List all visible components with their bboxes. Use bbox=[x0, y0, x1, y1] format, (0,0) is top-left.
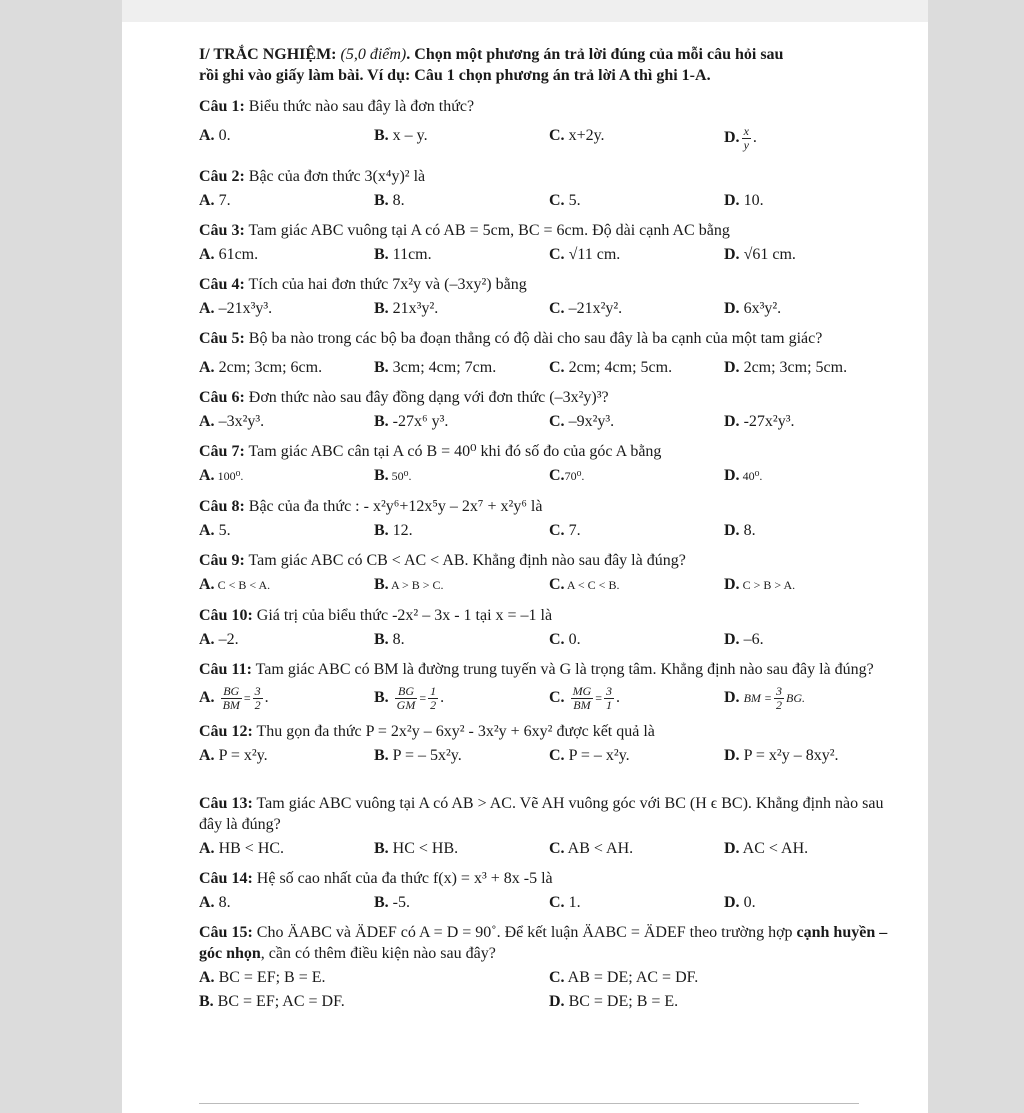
section-instructions bbox=[199, 44, 899, 86]
option-d: D. –6. bbox=[724, 631, 764, 648]
question-label: Câu 15: bbox=[199, 924, 253, 941]
option-c: C. 1. bbox=[549, 894, 581, 911]
question-4 bbox=[199, 274, 899, 319]
question-text: Tam giác ABC vuông tại A có AB = 5cm, BC = 6cm. Độ dài cạnh AC bằng bbox=[244, 222, 730, 239]
question-label: Câu 1: bbox=[199, 98, 245, 115]
question-text: Thu gọn đa thức P = 2x²y – 6xy² - 3x²y + 6xy² được kết quả là bbox=[252, 723, 655, 740]
question-text: Bộ ba nào trong các bộ ba đoạn thẳng có độ dài cho sau đây là ba cạnh của một tam giác? bbox=[244, 330, 823, 347]
option-d: D. BC = DE; B = E. bbox=[549, 993, 679, 1010]
question-13 bbox=[199, 793, 899, 859]
question-7 bbox=[199, 441, 899, 487]
document-page bbox=[122, 0, 928, 1113]
question-text: Tam giác ABC có CB < AC < AB. Khẳng định nào sau đây là đúng? bbox=[244, 552, 686, 569]
question-text: Tam giác ABC vuông tại A có AB > AC. Vẽ AH vuông góc với BC (H ϵ BC). Khẳng định nào sau đây là đúng? bbox=[199, 795, 884, 833]
question-text: Biểu thức nào sau đây là đơn thức? bbox=[244, 98, 475, 115]
question-text: Bậc của đơn thức 3(x⁴y)² là bbox=[244, 168, 426, 185]
question-label: Câu 2: bbox=[199, 168, 245, 185]
question-3 bbox=[199, 220, 899, 265]
question-emphasis: cạnh huyền – góc nhọn bbox=[199, 924, 888, 962]
option-c: C. √11 cm. bbox=[549, 246, 621, 263]
option-c: C. 7. bbox=[549, 522, 581, 539]
option-b: B. HC < HB. bbox=[374, 840, 459, 857]
option-c: C. –9x²y³. bbox=[549, 413, 615, 430]
question-text: Cho ÄABC và ÄDEF có A = D = 90˚. Để kết luận ÄABC = ÄDEF theo trường hợp bbox=[252, 924, 797, 941]
page-top-edge bbox=[122, 0, 928, 22]
question-label: Câu 7: bbox=[199, 443, 245, 460]
question-5 bbox=[199, 328, 899, 378]
option-a: A. P = x²y. bbox=[199, 747, 268, 764]
option-d: D. C > B > A. bbox=[724, 576, 796, 593]
option-a: A. –21x³y³. bbox=[199, 300, 273, 317]
question-label: Câu 4: bbox=[199, 276, 245, 293]
option-d: D. 8. bbox=[724, 522, 756, 539]
option-d: D. AC < AH. bbox=[724, 840, 809, 857]
option-c: C. AB < AH. bbox=[549, 840, 634, 857]
question-2 bbox=[199, 166, 899, 211]
section-title: I/ TRẮC NGHIỆM: bbox=[199, 46, 341, 63]
fraction-x-over-y: $\frac{x}{y}$ bbox=[743, 124, 749, 152]
question-14 bbox=[199, 868, 899, 913]
question-label: Câu 10: bbox=[199, 607, 253, 624]
option-c: C. P = – x²y. bbox=[549, 747, 630, 764]
option-b: B. P = – 5x²y. bbox=[374, 747, 462, 764]
spacer bbox=[199, 766, 899, 784]
question-text-tail: , cần có thêm điều kiện nào sau đây? bbox=[260, 945, 496, 962]
option-b: B. 21x³y². bbox=[374, 300, 439, 317]
option-a: A. 2cm; 3cm; 6cm. bbox=[199, 359, 323, 376]
option-c: C. A < C < B. bbox=[549, 576, 620, 593]
option-b: B. 3cm; 4cm; 7cm. bbox=[374, 359, 497, 376]
option-d: D. √61 cm. bbox=[724, 246, 796, 263]
option-a: A. HB < HC. bbox=[199, 840, 285, 857]
option-c: C. 2cm; 4cm; 5cm. bbox=[549, 359, 673, 376]
option-b: B. x – y. bbox=[374, 127, 428, 144]
question-label: Câu 11: bbox=[199, 661, 252, 678]
question-label: Câu 6: bbox=[199, 389, 245, 406]
option-d: D. BM = $\frac{3}{2}$ BG. bbox=[724, 684, 805, 712]
question-10 bbox=[199, 605, 899, 650]
question-9 bbox=[199, 550, 899, 596]
question-label: Câu 8: bbox=[199, 498, 245, 515]
option-c: C. –21x²y². bbox=[549, 300, 623, 317]
option-a: A. 8. bbox=[199, 894, 231, 911]
option-b: B. 11cm. bbox=[374, 246, 432, 263]
option-d: D. P = x²y – 8xy². bbox=[724, 747, 839, 764]
option-a: A. 5. bbox=[199, 522, 231, 539]
option-b: B. 8. bbox=[374, 192, 405, 209]
option-d: D. 10. bbox=[724, 192, 764, 209]
question-label: Câu 5: bbox=[199, 330, 245, 347]
instruction-text: . Chọn một phương án trả lời đúng của mỗi câu hỏi sau bbox=[406, 46, 784, 63]
option-b: B. 8. bbox=[374, 631, 405, 648]
question-label: Câu 3: bbox=[199, 222, 245, 239]
option-a: A. 61cm. bbox=[199, 246, 259, 263]
question-label: Câu 14: bbox=[199, 870, 253, 887]
option-b: B. BC = EF; AC = DF. bbox=[199, 993, 345, 1010]
option-a: A. $\frac{BG}{BM}$ = $\frac{3}{2}$ . bbox=[199, 684, 269, 712]
bottom-divider bbox=[199, 1103, 859, 1104]
question-label: Câu 9: bbox=[199, 552, 245, 569]
section-points: (5,0 điểm) bbox=[340, 46, 407, 63]
option-b: B. -27x⁶ y³. bbox=[374, 413, 449, 430]
option-a: A. C < B < A. bbox=[199, 576, 271, 593]
option-b: B. 12. bbox=[374, 522, 413, 539]
option-d: D. 40⁰. bbox=[724, 467, 763, 484]
question-12 bbox=[199, 721, 899, 766]
question-15 bbox=[199, 922, 899, 1012]
option-d: D. 2cm; 3cm; 5cm. bbox=[724, 359, 848, 376]
question-1 bbox=[199, 96, 899, 152]
viewer-left-margin bbox=[0, 0, 122, 1113]
question-label: Câu 13: bbox=[199, 795, 253, 812]
option-a: A. 0. bbox=[199, 127, 231, 144]
exam-content bbox=[199, 44, 899, 1012]
viewer-right-margin bbox=[928, 0, 1024, 1113]
option-b: B. $\frac{BG}{GM}$ = $\frac{1}{2}$ . bbox=[374, 684, 445, 712]
question-text: Tam giác ABC có BM là đường trung tuyến và G là trọng tâm. Khẳng định nào sau đây là đúng? bbox=[251, 661, 874, 678]
option-a: A. BC = EF; B = E. bbox=[199, 969, 326, 986]
question-label: Câu 12: bbox=[199, 723, 253, 740]
question-text: Bậc của đa thức : - x²y⁶+12x⁵y – 2x⁷ + x²y⁶ là bbox=[244, 498, 543, 515]
option-c: C. x+2y. bbox=[549, 127, 605, 144]
option-b: B. A > B > C. bbox=[374, 576, 444, 593]
option-d: D. $\frac{x}{y}$ . bbox=[724, 124, 757, 152]
option-d: D. -27x²y³. bbox=[724, 413, 795, 430]
option-c: C.70⁰. bbox=[549, 467, 585, 484]
question-11 bbox=[199, 659, 899, 712]
option-b: B. 50⁰. bbox=[374, 467, 412, 484]
question-6 bbox=[199, 387, 899, 432]
option-b: B. -5. bbox=[374, 894, 410, 911]
option-d: D. 0. bbox=[724, 894, 756, 911]
option-a: A. 100⁰. bbox=[199, 467, 244, 484]
question-text: Tích của hai đơn thức 7x²y và (–3xy²) bằng bbox=[244, 276, 527, 293]
question-8 bbox=[199, 496, 899, 541]
option-a: A. –2. bbox=[199, 631, 239, 648]
option-c: C. 5. bbox=[549, 192, 581, 209]
option-d: D. 6x³y². bbox=[724, 300, 782, 317]
question-text: Hệ số cao nhất của đa thức f(x) = x³ + 8x -5 là bbox=[252, 870, 553, 887]
option-c: C. $\frac{MG}{BM}$ = $\frac{3}{1}$ . bbox=[549, 684, 621, 712]
instruction-example: rồi ghi vào giấy làm bài. Ví dụ: Câu 1 chọn phương án trả lời A thì ghi 1-A. bbox=[199, 67, 711, 84]
question-text: Tam giác ABC cân tại A có B = 40⁰ khi đó số đo của góc A bằng bbox=[244, 443, 662, 460]
option-a: A. –3x²y³. bbox=[199, 413, 265, 430]
option-a: A. 7. bbox=[199, 192, 231, 209]
option-c: C. 0. bbox=[549, 631, 581, 648]
option-c: C. AB = DE; AC = DF. bbox=[549, 969, 699, 986]
question-text: Giá trị của biểu thức -2x² – 3x - 1 tại x = –1 là bbox=[252, 607, 553, 624]
question-text: Đơn thức nào sau đây đồng dạng với đơn thức (–3x²y)³? bbox=[244, 389, 609, 406]
